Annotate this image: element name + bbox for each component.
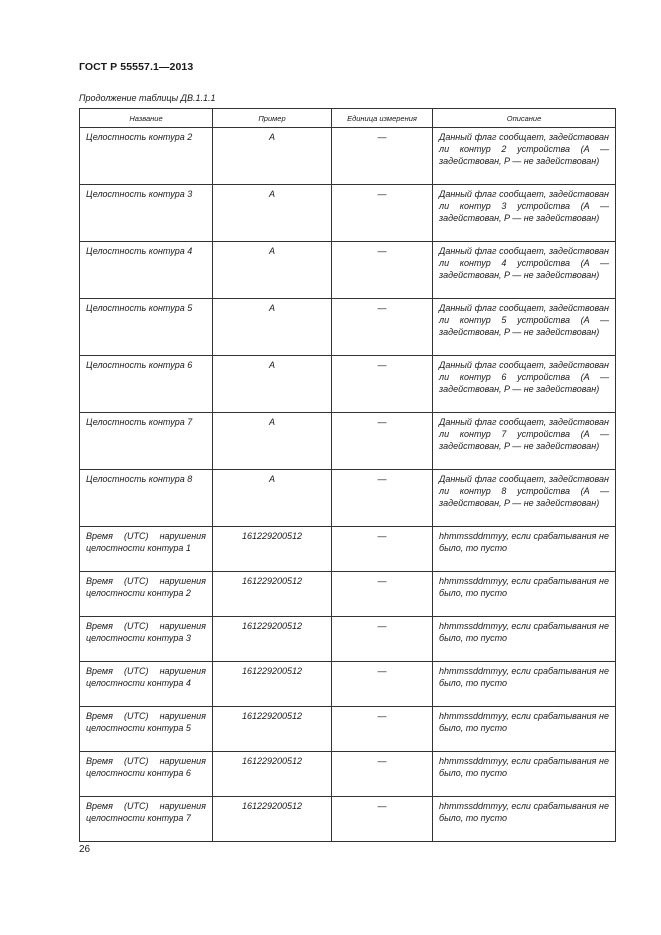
- page-number: 26: [79, 844, 91, 855]
- cell-name: Время (UTC) нарушения целостности контура 4: [80, 662, 213, 707]
- cell-example: A: [213, 185, 332, 242]
- cell-unit: —: [332, 242, 433, 299]
- cell-name: Целостность контура 2: [80, 128, 213, 185]
- table-header-row: [80, 109, 616, 128]
- cell-unit: —: [332, 470, 433, 527]
- table-row: [80, 356, 616, 413]
- cell-name: Время (UTC) нарушения целостности контура 3: [80, 617, 213, 662]
- document-code: ГОСТ Р 55557.1—2013: [79, 61, 194, 73]
- cell-example: 161229200512: [213, 662, 332, 707]
- cell-unit: —: [332, 797, 433, 842]
- cell-description: hhmmssddmmyy, если срабатывания не было, то пусто: [433, 662, 616, 707]
- parameters-table: [79, 108, 616, 842]
- cell-description: hhmmssddmmyy, если срабатывания не было, то пусто: [433, 752, 616, 797]
- cell-description: Данный флаг сообщает, задействован ли контур 5 устройства (A — задействован, P — не задействован): [433, 299, 616, 356]
- table-row: [80, 662, 616, 707]
- cell-example: 161229200512: [213, 797, 332, 842]
- column-header-description: Описание: [433, 109, 616, 128]
- cell-example: 161229200512: [213, 752, 332, 797]
- cell-name: Время (UTC) нарушения целостности контура 1: [80, 527, 213, 572]
- cell-name: Время (UTC) нарушения целостности контура 6: [80, 752, 213, 797]
- table-row: [80, 242, 616, 299]
- table-row: [80, 707, 616, 752]
- table-row: [80, 617, 616, 662]
- table-row: [80, 299, 616, 356]
- cell-unit: —: [332, 413, 433, 470]
- table-row: [80, 527, 616, 572]
- cell-description: Данный флаг сообщает, задействован ли контур 7 устройства (A — задействован, P — не задействован): [433, 413, 616, 470]
- cell-description: Данный флаг сообщает, задействован ли контур 6 устройства (A — задействован, P — не задействован): [433, 356, 616, 413]
- cell-unit: —: [332, 527, 433, 572]
- cell-unit: —: [332, 299, 433, 356]
- cell-name: Целостность контура 8: [80, 470, 213, 527]
- cell-name: Целостность контура 7: [80, 413, 213, 470]
- cell-unit: —: [332, 662, 433, 707]
- cell-name: Время (UTC) нарушения целостности контура 2: [80, 572, 213, 617]
- table-row: [80, 752, 616, 797]
- cell-example: 161229200512: [213, 707, 332, 752]
- cell-description: Данный флаг сообщает, задействован ли контур 4 устройства (A — задействован, P — не задействован): [433, 242, 616, 299]
- cell-name: Целостность контура 4: [80, 242, 213, 299]
- cell-example: A: [213, 128, 332, 185]
- cell-description: hhmmssddmmyy, если срабатывания не было, то пусто: [433, 527, 616, 572]
- cell-description: hhmmssddmmyy, если срабатывания не было, то пусто: [433, 797, 616, 842]
- cell-unit: —: [332, 752, 433, 797]
- table-row: [80, 470, 616, 527]
- table-caption: Продолжение таблицы ДВ.1.1.1: [79, 93, 216, 103]
- cell-example: A: [213, 413, 332, 470]
- table-body: [80, 128, 616, 842]
- cell-name: Время (UTC) нарушения целостности контура 5: [80, 707, 213, 752]
- cell-unit: —: [332, 572, 433, 617]
- cell-example: A: [213, 299, 332, 356]
- table-row: [80, 413, 616, 470]
- column-header-example: Пример: [213, 109, 332, 128]
- table-row: [80, 797, 616, 842]
- cell-name: Целостность контура 3: [80, 185, 213, 242]
- cell-example: 161229200512: [213, 527, 332, 572]
- cell-example: A: [213, 242, 332, 299]
- cell-unit: —: [332, 356, 433, 413]
- cell-name: Время (UTC) нарушения целостности контура 7: [80, 797, 213, 842]
- cell-description: hhmmssddmmyy, если срабатывания не было, то пусто: [433, 572, 616, 617]
- cell-unit: —: [332, 128, 433, 185]
- cell-example: 161229200512: [213, 572, 332, 617]
- cell-name: Целостность контура 6: [80, 356, 213, 413]
- cell-example: 161229200512: [213, 617, 332, 662]
- cell-description: hhmmssddmmyy, если срабатывания не было, то пусто: [433, 707, 616, 752]
- cell-description: hhmmssddmmyy, если срабатывания не было, то пусто: [433, 617, 616, 662]
- cell-description: Данный флаг сообщает, задействован ли контур 8 устройства (A — задействован, P — не задействован): [433, 470, 616, 527]
- table-row: [80, 572, 616, 617]
- cell-description: Данный флаг сообщает, задействован ли контур 3 устройства (A — задействован, P — не задействован): [433, 185, 616, 242]
- cell-example: A: [213, 470, 332, 527]
- table-row: [80, 185, 616, 242]
- cell-description: Данный флаг сообщает, задействован ли контур 2 устройства (A — задействован, P — не задействован): [433, 128, 616, 185]
- cell-unit: —: [332, 185, 433, 242]
- table-row: [80, 128, 616, 185]
- cell-example: A: [213, 356, 332, 413]
- cell-name: Целостность контура 5: [80, 299, 213, 356]
- cell-unit: —: [332, 617, 433, 662]
- column-header-unit: Единица измерения: [332, 109, 433, 128]
- column-header-name: Название: [80, 109, 213, 128]
- cell-unit: —: [332, 707, 433, 752]
